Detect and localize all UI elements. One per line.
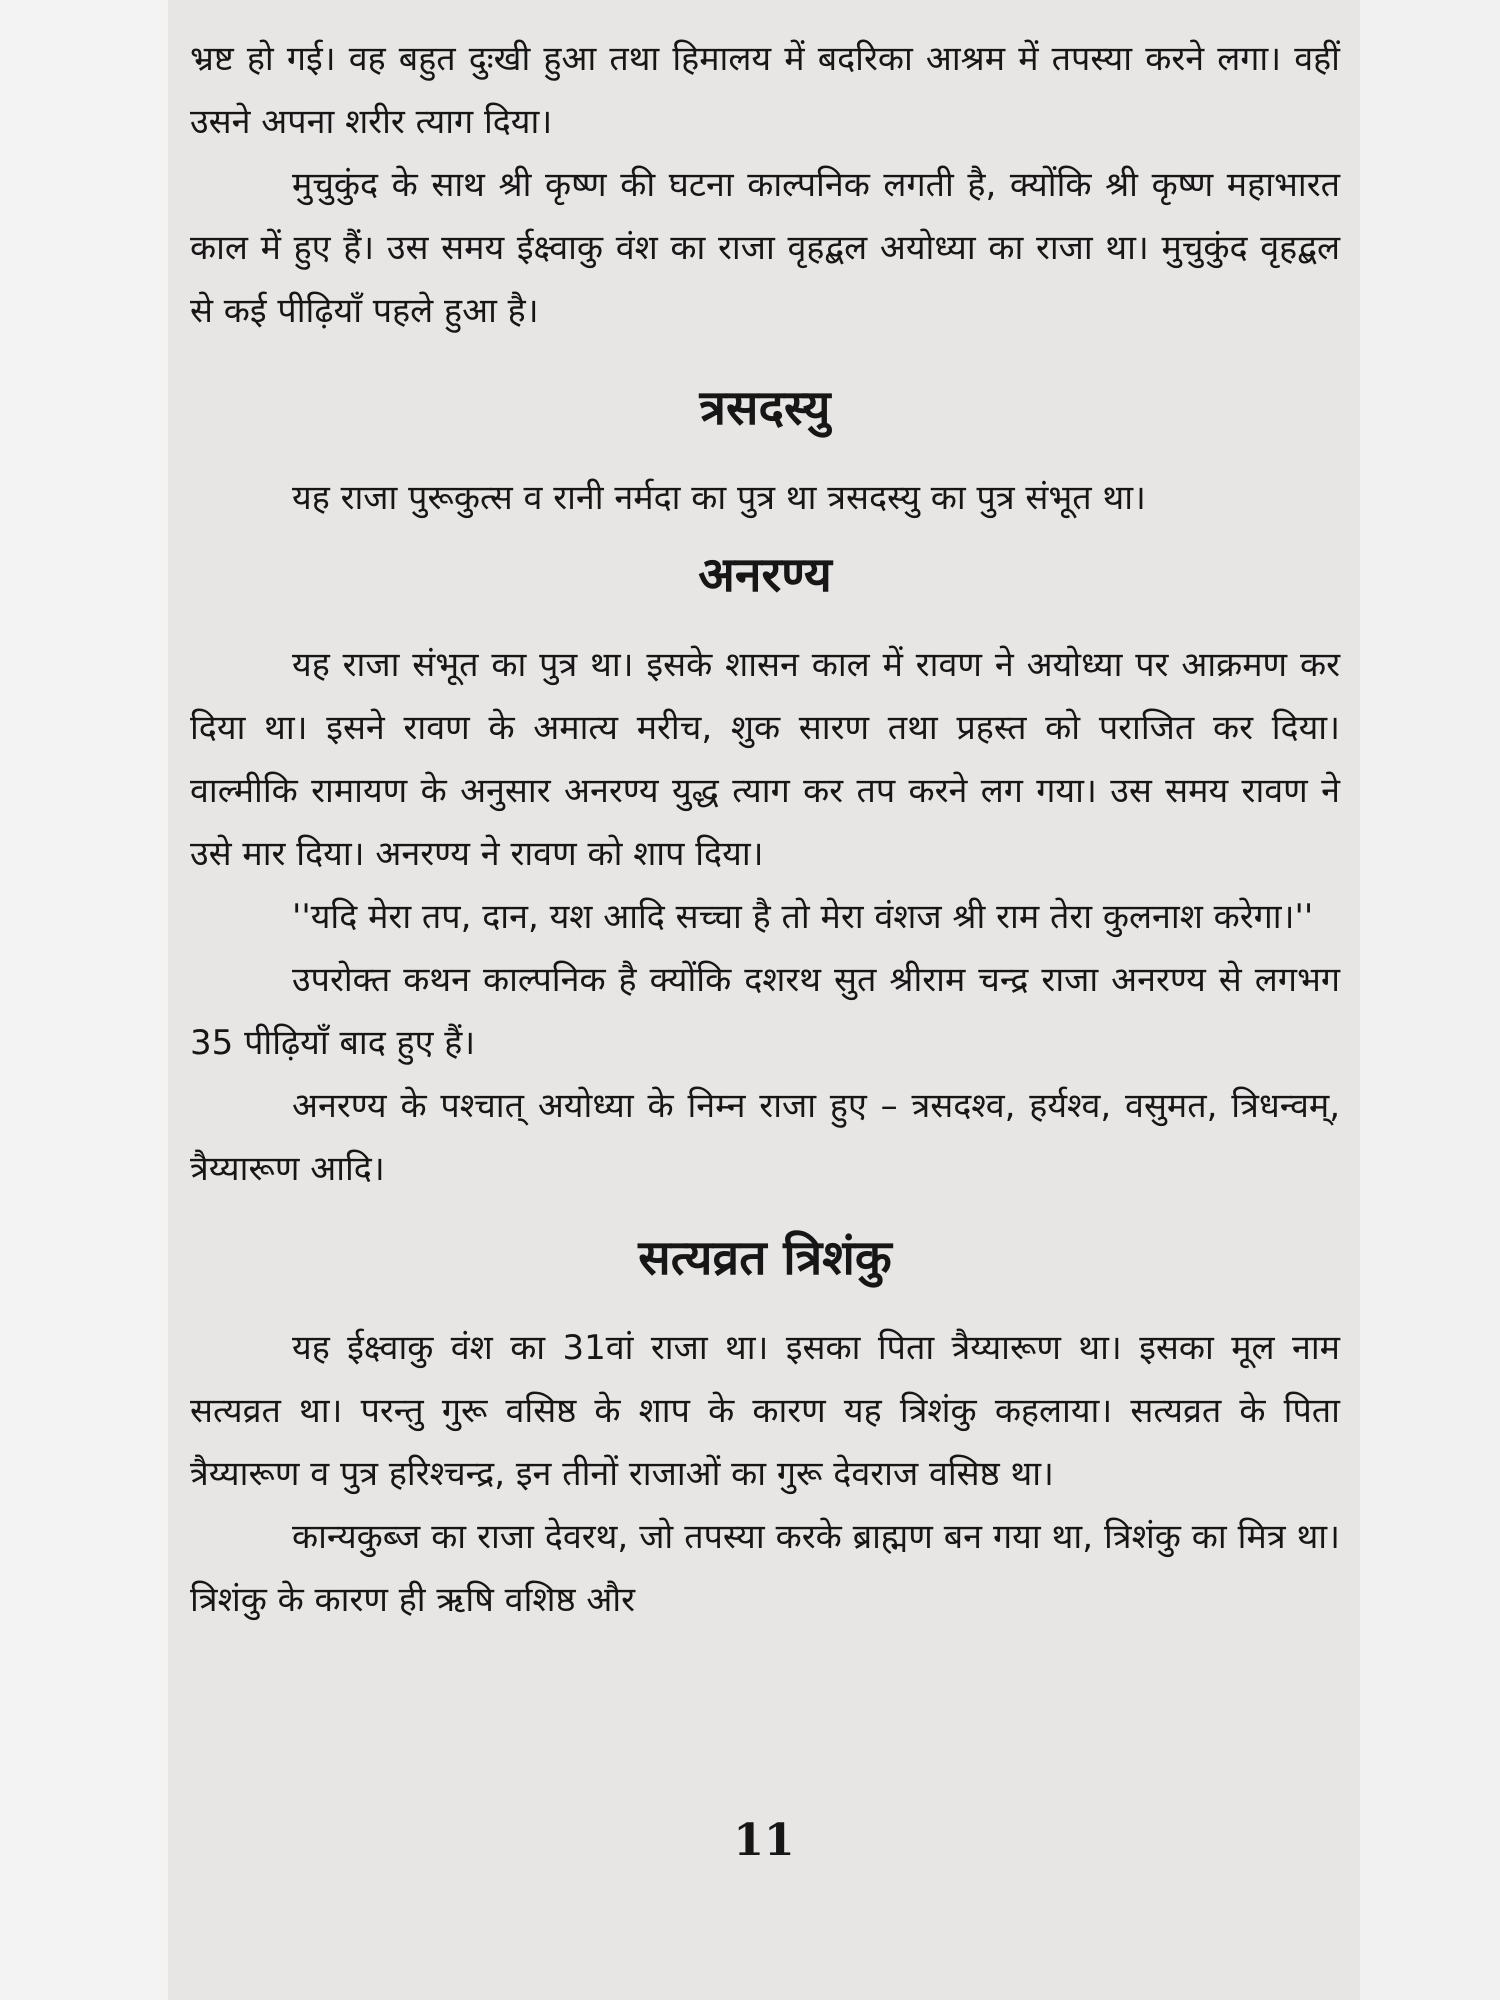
quotation: ''यदि मेरा तप, दान, यश आदि सच्चा है तो मेरा वंशज श्री राम तेरा कुलनाश करेगा।'' [292, 897, 1314, 937]
paragraph: यह राजा संभूत का पुत्र था। इसके शासन काल में रावण ने अयोध्या पर आक्रमण कर दिया था। इसने रावण के अमात्य मरीच, शुक सारण तथा प्रहस्त को पराजित कर दिया। वाल्मीकि रामायण के अनुसार अनरण्य युद्ध त्याग कर तप करने लग गया। उस समय रावण ने उसे मार दिया। अनरण्य ने रावण को शाप दिया। [190, 645, 1340, 874]
section-heading-anaranya: अनरण्य [698, 547, 832, 603]
paragraph: अनरण्य के पश्चात् अयोध्या के निम्न राजा हुए – त्रसदश्व, हर्यश्व, वसुमत, त्रिधन्वम्, त्रैय्यारूण आदि। [190, 1086, 1340, 1189]
paragraph: उपरोक्त कथन काल्पनिक है क्योंकि दशरथ सुत श्रीराम चन्द्र राजा अनरण्य से लगभग 35 पीढ़ियाँ बाद हुए हैं। [190, 960, 1340, 1063]
page-content [190, 28, 1340, 1632]
paragraph: भ्रष्ट हो गई। वह बहुत दुःखी हुआ तथा हिमालय में बदरिका आश्रम में तपस्या करने लगा। वहीं उसने अपना शरीर त्याग दिया। [190, 39, 1340, 142]
section-heading-satyavrat-trishanku: सत्यव्रत त्रिशंकु [638, 1230, 892, 1286]
book-page [168, 0, 1360, 2000]
paragraph: मुचुकुंद के साथ श्री कृष्ण की घटना काल्पनिक लगती है, क्योंकि श्री कृष्ण महाभारत काल में हुए हैं। उस समय ईक्ष्वाकु वंश का राजा वृहद्बल अयोध्या का राजा था। मुचुकुंद वृहद्बल से कई पीढ़ियाँ पहले हुआ है। [190, 165, 1340, 331]
section-heading-trasadasyu: त्रसदस्यु [699, 380, 831, 436]
page-number: 11 [733, 1815, 795, 1866]
left-margin [0, 0, 168, 2000]
paragraph: कान्यकुब्ज का राजा देवरथ, जो तपस्या करके ब्राह्मण बन गया था, त्रिशंकु का मित्र था। त्रिशंकु के कारण ही ऋषि वशिष्ठ और [190, 1517, 1340, 1620]
paragraph: यह राजा पुरूकुत्स व रानी नर्मदा का पुत्र था त्रसदस्यु का पुत्र संभूत था। [292, 478, 1146, 518]
right-margin [1360, 0, 1500, 2000]
paragraph: यह ईक्ष्वाकु वंश का 31वां राजा था। इसका पिता त्रैय्यारूण था। इसका मूल नाम सत्यव्रत था। परन्तु गुरू वसिष्ठ के शाप के कारण यह त्रिशंकु कहलाया। सत्यव्रत के पिता त्रैय्यारूण व पुत्र हरिश्चन्द्र, इन तीनों राजाओं का गुरू देवराज वसिष्ठ था। [190, 1328, 1340, 1494]
